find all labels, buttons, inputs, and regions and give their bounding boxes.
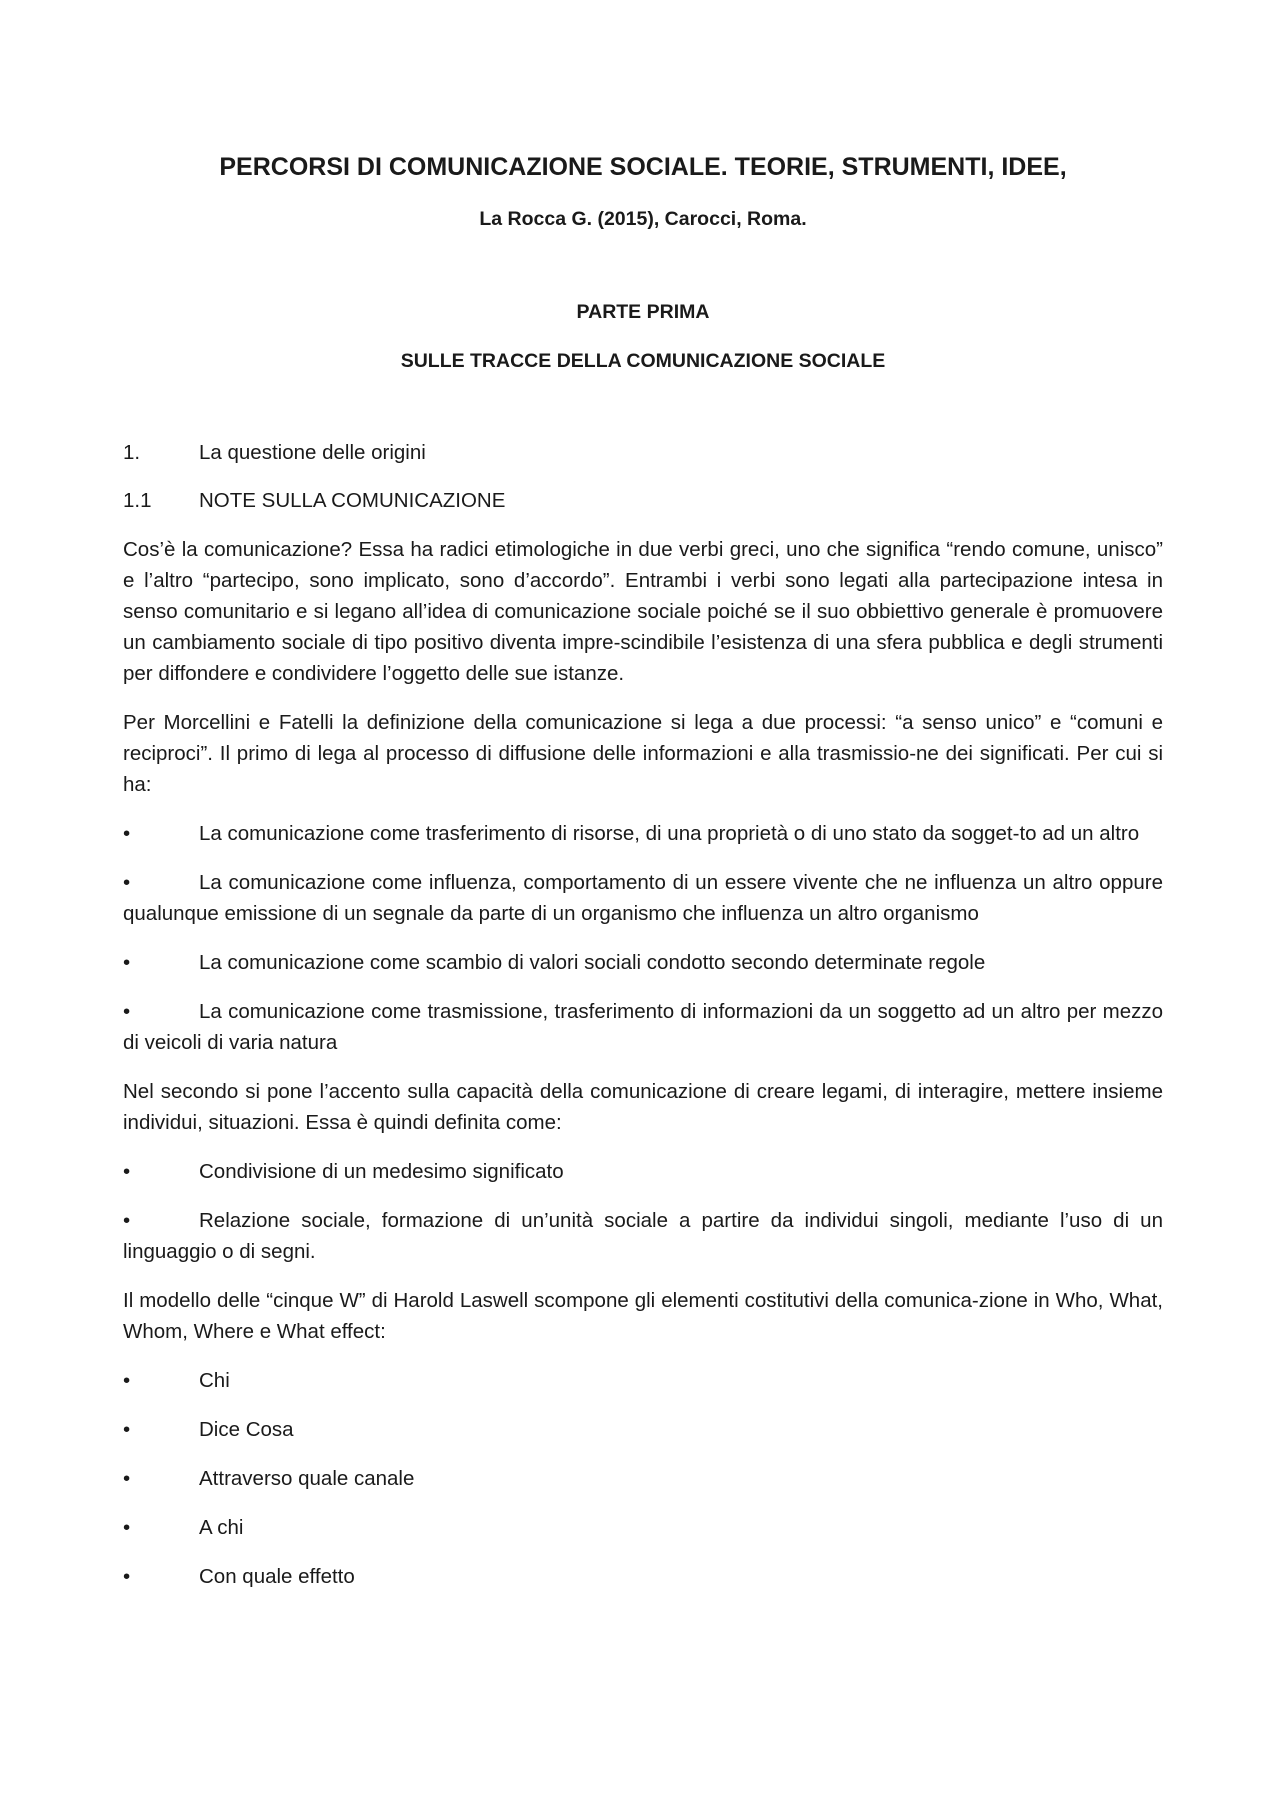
section-title: La questione delle origini bbox=[199, 441, 426, 464]
subsection-title: NOTE SULLA COMUNICAZIONE bbox=[199, 489, 506, 512]
list-item bbox=[123, 1414, 1163, 1445]
list-item bbox=[123, 867, 1163, 929]
bullet-marker: • bbox=[123, 1516, 131, 1539]
list-item-text: Relazione sociale, formazione di un’unità sociale a partire da individui singoli, mediante l’uso di un linguaggio o di segni. bbox=[123, 1209, 1163, 1263]
list-item-text: Dice Cosa bbox=[199, 1418, 294, 1441]
bullet-marker: • bbox=[123, 1000, 131, 1023]
list-item bbox=[123, 1463, 1163, 1494]
bullet-marker: • bbox=[123, 1418, 131, 1441]
part-title: SULLE TRACCE DELLA COMUNICAZIONE SOCIALE bbox=[400, 350, 886, 372]
list-item bbox=[123, 818, 1163, 849]
bullet-marker: • bbox=[123, 871, 131, 894]
paragraph-processes: Per Morcellini e Fatelli la definizione della comunicazione si lega a due processi: “a senso unico” e “comuni e reciproci”. Il primo di lega al processo di diffusione delle informazioni e alla trasmissio-ne dei significati. Per cui si ha: bbox=[123, 711, 1163, 796]
document-title: PERCORSI DI COMUNICAZIONE SOCIALE. TEORIE, STRUMENTI, IDEE, bbox=[219, 153, 1067, 181]
bullet-marker: • bbox=[123, 1369, 131, 1392]
list-item-text: Chi bbox=[199, 1369, 230, 1392]
list-item bbox=[123, 1365, 1163, 1396]
list-item-text: Con quale effetto bbox=[199, 1565, 355, 1588]
section-number: 1. bbox=[123, 441, 141, 464]
bullet-marker: • bbox=[123, 1467, 131, 1490]
list-item-text: Condivisione di un medesimo significato bbox=[199, 1160, 564, 1183]
bullet-marker: • bbox=[123, 1565, 131, 1588]
list-item bbox=[123, 1561, 1163, 1592]
bullet-marker: • bbox=[123, 1160, 131, 1183]
list-item-text: La comunicazione come scambio di valori sociali condotto secondo determinate regole bbox=[199, 951, 986, 974]
subsection-heading bbox=[123, 485, 1163, 516]
list-item-text: La comunicazione come trasferimento di risorse, di una proprietà o di uno stato da sogget-to ad un altro bbox=[199, 822, 1140, 845]
list-item-text: A chi bbox=[199, 1516, 244, 1539]
bullet-marker: • bbox=[123, 1209, 131, 1232]
list-item-text: La comunicazione come influenza, comportamento di un essere vivente che ne influenza un altro oppure qualunque emissione di un segnale da parte di un organismo che influenza un altro organismo bbox=[123, 871, 1163, 925]
bullet-marker: • bbox=[123, 951, 131, 974]
part-label: PARTE PRIMA bbox=[576, 301, 710, 323]
list-item bbox=[123, 1512, 1163, 1543]
list-item-text: La comunicazione come trasmissione, trasferimento di informazioni da un soggetto ad un altro per mezzo di veicoli di varia natura bbox=[123, 1000, 1163, 1054]
paragraph-definition: Cos’è la comunicazione? Essa ha radici etimologiche in due verbi greci, uno che significa “rendo comune, unisco” e l’altro “partecipo, sono implicato, sono d’accordo”. Entrambi i verbi sono legati alla partecipazione intesa in senso comunitario e si legano all’idea di comunicazione sociale poiché se il suo obbiettivo generale è promuovere un cambiamento sociale di tipo positivo diventa impre-scindibile l’esistenza di una sfera pubblica e degli strumenti per diffondere e condividere l’oggetto delle sue istanze. bbox=[123, 538, 1163, 685]
list-item bbox=[123, 947, 1163, 978]
document-page bbox=[123, 150, 1163, 1592]
list-item bbox=[123, 996, 1163, 1058]
paragraph-five-w: Il modello delle “cinque W” di Harold Laswell scompone gli elementi costitutivi della comunica-zione in Who, What, Whom, Where e What effect: bbox=[123, 1289, 1163, 1343]
list-item bbox=[123, 1156, 1163, 1187]
document-citation: La Rocca G. (2015), Carocci, Roma. bbox=[479, 208, 807, 230]
section-heading bbox=[123, 437, 1163, 468]
paragraph-second-process: Nel secondo si pone l’accento sulla capacità della comunicazione di creare legami, di interagire, mettere insieme individui, situazioni. Essa è quindi definita come: bbox=[123, 1080, 1163, 1134]
list-item bbox=[123, 1205, 1163, 1267]
subsection-number: 1.1 bbox=[123, 489, 152, 512]
bullet-marker: • bbox=[123, 822, 131, 845]
list-item-text: Attraverso quale canale bbox=[199, 1467, 415, 1490]
